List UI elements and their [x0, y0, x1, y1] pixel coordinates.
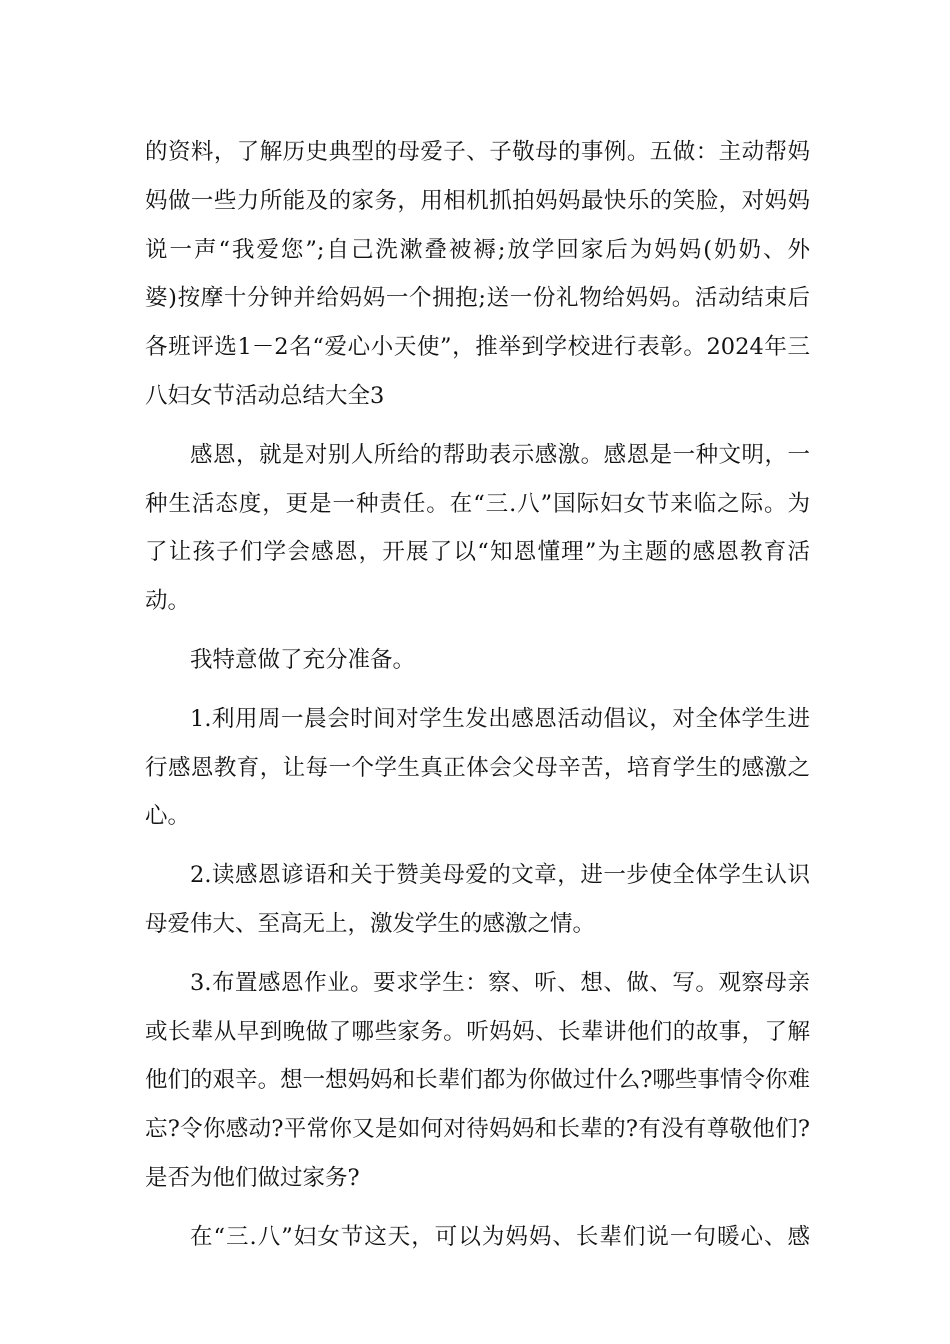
- paragraph-continued-activity: [145, 128, 810, 421]
- paragraph-item-1: [145, 695, 810, 841]
- document-body: [145, 128, 810, 1262]
- text-line: 我特意做了充分准备。: [190, 646, 416, 673]
- paragraph-gap: [145, 421, 810, 431]
- paragraph-womens-day: [145, 1213, 810, 1262]
- paragraph-gap: [145, 1203, 810, 1213]
- paragraph-gap: [145, 685, 810, 695]
- text-line: 母爱伟大、至高无上，激发学生的感激之情。: [145, 910, 596, 937]
- paragraph-gratitude-intro: [145, 431, 810, 626]
- paragraph-gap: [145, 626, 810, 636]
- text-line: 八妇女节活动总结大全3: [145, 382, 385, 409]
- text-line: 或长辈从早到晚做了哪些家务。听妈妈、长辈讲他们的故事，了解: [145, 1018, 810, 1045]
- text-line: 是否为他们做过家务?: [145, 1164, 360, 1191]
- paragraph-item-2: [145, 851, 810, 949]
- text-line: 忘?令你感动?平常你又是如何对待妈妈和长辈的?有没有尊敬他们?: [145, 1116, 810, 1143]
- paragraph-gap: [145, 841, 810, 851]
- text-line: 他们的艰辛。想一想妈妈和长辈们都为你做过什么?哪些事情令你难: [145, 1067, 810, 1094]
- text-line: 了让孩子们学会感恩，开展了以“知恩懂理”为主题的感恩教育活: [145, 539, 810, 566]
- text-line: 感恩，就是对别人所给的帮助表示感激。感恩是一种文明，一: [190, 441, 810, 468]
- text-line: 1.利用周一晨会时间对学生发出感恩活动倡议，对全体学生进: [190, 705, 810, 732]
- text-line: 各班评选1－2名“爱心小天使”，推举到学校进行表彰。2024年三: [145, 334, 810, 361]
- paragraph-preparation: [145, 636, 810, 685]
- paragraph-item-3: [145, 959, 810, 1203]
- text-line: 妈做一些力所能及的家务，用相机抓拍妈妈最快乐的笑脸，对妈妈: [145, 187, 810, 214]
- text-line: 婆)按摩十分钟并给妈妈一个拥抱;送一份礼物给妈妈。活动结束后: [145, 285, 810, 312]
- paragraph-gap: [145, 949, 810, 959]
- text-line: 说一声“我爱您”;自己洗漱叠被褥;放学回家后为妈妈(奶奶、外: [145, 236, 810, 263]
- text-line: 的资料，了解历史典型的母爱子、子敬母的事例。五做：主动帮妈: [145, 139, 810, 165]
- text-line: 动。: [145, 588, 191, 615]
- text-line: 2.读感恩谚语和关于赞美母爱的文章，进一步使全体学生认识: [190, 862, 810, 889]
- text-line: 种生活态度，更是一种责任。在“三.八”国际妇女节来临之际。为: [145, 490, 810, 517]
- text-line: 3.布置感恩作业。要求学生：察、听、想、做、写。观察母亲: [190, 969, 810, 996]
- text-line: 心。: [145, 803, 191, 830]
- text-line: 在“三.八”妇女节这天，可以为妈妈、长辈们说一句暖心、感: [190, 1223, 810, 1250]
- text-line: 行感恩教育，让每一个学生真正体会父母辛苦，培育学生的感激之: [145, 754, 810, 781]
